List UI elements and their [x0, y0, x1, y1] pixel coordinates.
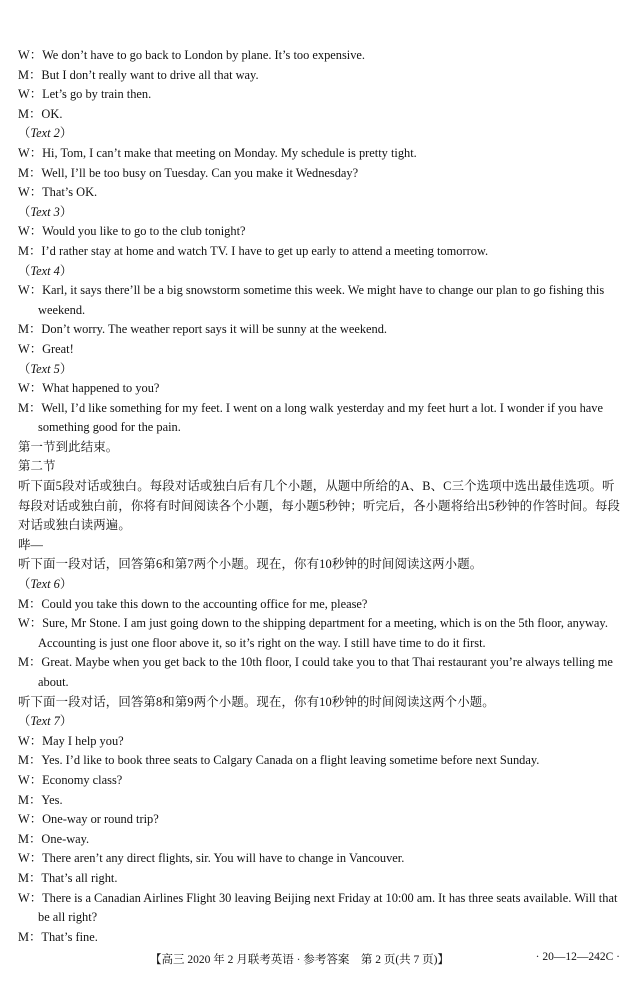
- dialogue-line: M：But I don’t really want to drive all that way.: [18, 67, 259, 82]
- dialogue-text: There is a Canadian Airlines Flight 30 leaving Beijing next Friday at 10:00 am. It has three seats available. Will that be all right?: [38, 890, 618, 925]
- speaker-tag: W: [18, 87, 30, 102]
- dialogue-text: Could you take this down to the accounting office for me, please?: [41, 596, 368, 611]
- speaker-tag: W: [18, 341, 30, 356]
- dialogue-line: M：Great. Maybe when you get back to the 10th floor, I could take you to that Thai restaurant you’re always telling me about.: [18, 655, 613, 689]
- speaker-tag: W: [18, 185, 30, 200]
- dialogue-text: That’s OK.: [42, 185, 98, 200]
- dialogue-text: Great. Maybe when you get back to the 10th floor, I could take you to that Thai restaurant you’re always telling me about.: [38, 655, 613, 689]
- dialogue-line: W：What happened to you?: [18, 381, 160, 396]
- text-label: （Text 6）: [18, 577, 73, 592]
- dialogue-line: W：May I help you?: [18, 733, 124, 748]
- text-label-name: Text 2: [30, 126, 60, 141]
- speaker-tag: W: [18, 224, 30, 239]
- dialogue-line: W：Hi, Tom, I can’t make that meeting on Monday. My schedule is pretty tight.: [18, 145, 417, 160]
- speaker-tag: M: [18, 655, 30, 670]
- text-label: （Text 2）: [18, 126, 73, 141]
- dialogue-line: W：Sure, Mr Stone. I am just going down to the shipping department for a meeting, which is on the 5th floor, anyway. Accounting is just one floor above it, so it’s right on the way. I still have time to do it first.: [18, 616, 608, 650]
- dialogue-text: There aren’t any direct flights, sir. You will have to change in Vancouver.: [42, 851, 405, 866]
- speaker-tag: M: [18, 106, 30, 121]
- dialogue-text: Hi, Tom, I can’t make that meeting on Monday. My schedule is pretty tight.: [42, 145, 417, 160]
- dialogue-text: That’s all right.: [41, 870, 118, 885]
- dialogue-line: M：Could you take this down to the accounting office for me, please?: [18, 596, 368, 611]
- text-label-name: Text 5: [30, 361, 60, 376]
- dialogue-line: W：Economy class?: [18, 772, 123, 787]
- instruction-text: 第一节到此结束。: [18, 439, 119, 454]
- speaker-tag: M: [18, 831, 30, 846]
- dialogue-line: W：There aren’t any direct flights, sir. You will have to change in Vancouver.: [18, 851, 405, 866]
- speaker-tag: M: [18, 753, 30, 768]
- dialogue-text: Economy class?: [42, 772, 123, 787]
- speaker-tag: M: [18, 67, 30, 82]
- text-label-name: Text 6: [30, 577, 60, 592]
- dialogue-line: M：Well, I’d like something for my feet. I went on a long walk yesterday and my feet hurt a lot. I wonder if you have something good for the pain.: [18, 400, 603, 435]
- speaker-tag: M: [18, 322, 30, 337]
- dialogue-line: W：Karl, it says there’ll be a big snowstorm sometime this week. We might have to change our plan to go fishing this weekend.: [18, 283, 605, 317]
- dialogue-line: M：That’s all right.: [18, 870, 118, 885]
- speaker-tag: M: [18, 596, 30, 611]
- text-label: （Text 5）: [18, 361, 73, 376]
- text-label: （Text 3）: [18, 204, 73, 219]
- instruction-text: 第二节: [18, 459, 56, 474]
- text-label: （Text 7）: [18, 714, 73, 729]
- text-label-name: Text 7: [30, 714, 60, 729]
- dialogue-line: M：I’d rather stay at home and watch TV. I have to get up early to attend a meeting tomorrow.: [18, 243, 489, 258]
- speaker-tag: M: [18, 243, 30, 258]
- dialogue-text: May I help you?: [42, 733, 124, 748]
- speaker-tag: W: [18, 145, 30, 160]
- text-label-name: Text 4: [30, 263, 60, 278]
- dialogue-text: Well, I’d like something for my feet. I went on a long walk yesterday and my feet hurt a lot. I wonder if you have something good for the pain.: [38, 400, 603, 435]
- dialogue-text: Yes.: [41, 792, 63, 807]
- speaker-tag: M: [18, 929, 30, 944]
- dialogue-line: W：Great!: [18, 341, 74, 356]
- dialogue-line: W：Would you like to go to the club tonight?: [18, 224, 246, 239]
- dialogue-text: One-way or round trip?: [42, 812, 159, 827]
- dialogue-line: W：That’s OK.: [18, 185, 98, 200]
- speaker-tag: W: [18, 812, 30, 827]
- speaker-tag: W: [18, 381, 30, 396]
- speaker-tag: W: [18, 283, 30, 298]
- speaker-tag: M: [18, 400, 30, 415]
- dialogue-text: OK.: [41, 106, 63, 121]
- dialogue-text: Great!: [42, 341, 74, 356]
- dialogue-text: We don’t have to go back to London by plane. It’s too expensive.: [42, 48, 366, 62]
- dialogue-line: M：Don’t worry. The weather report says it will be sunny at the weekend.: [18, 322, 388, 337]
- speaker-tag: W: [18, 851, 30, 866]
- dialogue-text: Let’s go by train then.: [42, 87, 152, 102]
- instruction-text: 哔—: [18, 537, 44, 552]
- speaker-tag: W: [18, 772, 30, 787]
- dialogue-line: M：That’s fine.: [18, 929, 98, 944]
- speaker-tag: W: [18, 48, 30, 62]
- text-label-name: Text 3: [30, 204, 60, 219]
- speaker-tag: M: [18, 165, 30, 180]
- dialogue-line: W：One-way or round trip?: [18, 812, 159, 827]
- dialogue-text: One-way.: [41, 831, 90, 846]
- text-label: （Text 4）: [18, 263, 73, 278]
- dialogue-line: M：Yes.: [18, 792, 63, 807]
- dialogue-text: I’d rather stay at home and watch TV. I have to get up early to attend a meeting tomorrow.: [41, 243, 489, 258]
- speaker-tag: M: [18, 870, 30, 885]
- dialogue-text: Karl, it says there’ll be a big snowstorm sometime this week. We might have to change our plan to go fishing this weekend.: [38, 283, 605, 317]
- footer-title: 【高三 2020 年 2 月联考英语 · 参考答案 第 2 页(共 7 页)】: [150, 954, 449, 966]
- dialogue-line: W：Let’s go by train then.: [18, 87, 152, 102]
- dialogue-text: That’s fine.: [41, 929, 98, 944]
- dialogue-text: Well, I’ll be too busy on Tuesday. Can you make it Wednesday?: [41, 165, 359, 180]
- dialogue-line: W：There is a Canadian Airlines Flight 30 leaving Beijing next Friday at 10:00 am. It has three seats available. Will that be all right?: [18, 890, 618, 925]
- footer-code: · 20—12—242C ·: [535, 951, 620, 963]
- dialogue-text: Don’t worry. The weather report says it will be sunny at the weekend.: [41, 322, 388, 337]
- speaker-tag: M: [18, 792, 30, 807]
- dialogue-text: Yes. I’d like to book three seats to Calgary Canada on a flight leaving sometime before next Sunday.: [41, 753, 540, 768]
- dialogue-text: Sure, Mr Stone. I am just going down to the shipping department for a meeting, which is on the 5th floor, anyway. Accounting is just one floor above it, so it’s right on the way. I still have time to do it first.: [38, 616, 608, 650]
- instruction-text: 听下面一段对话，回答第6和第7两个小题。现在，你有10秒钟的时间阅读这两小题。: [18, 557, 483, 572]
- speaker-tag: W: [18, 890, 30, 905]
- dialogue-line: W：We don’t have to go back to London by plane. It’s too expensive.: [18, 48, 366, 62]
- instruction-text: 听下面5段对话或独白。每段对话或独白后有几个小题，从题中所给的A、B、C三个选项中选出最佳选项。听每段对话或独白前，你将有时间阅读各个小题，每小题5秒钟；听完后，各小题将给出5秒钟的作答时间。每段对话或独白读两遍。: [18, 479, 621, 533]
- dialogue-line: M：One-way.: [18, 831, 90, 846]
- speaker-tag: W: [18, 616, 30, 631]
- transcript: [18, 46, 624, 947]
- speaker-tag: W: [18, 733, 30, 748]
- dialogue-text: What happened to you?: [42, 381, 160, 396]
- dialogue-line: M：Well, I’ll be too busy on Tuesday. Can you make it Wednesday?: [18, 165, 359, 180]
- dialogue-line: M：Yes. I’d like to book three seats to Calgary Canada on a flight leaving sometime before next Sunday.: [18, 753, 540, 768]
- dialogue-line: M：OK.: [18, 106, 63, 121]
- dialogue-text: Would you like to go to the club tonight?: [42, 224, 246, 239]
- dialogue-text: But I don’t really want to drive all that way.: [41, 67, 259, 82]
- page-footer: [0, 951, 640, 973]
- instruction-text: 听下面一段对话，回答第8和第9两个小题。现在，你有10秒钟的时间阅读这两个小题。: [18, 694, 495, 709]
